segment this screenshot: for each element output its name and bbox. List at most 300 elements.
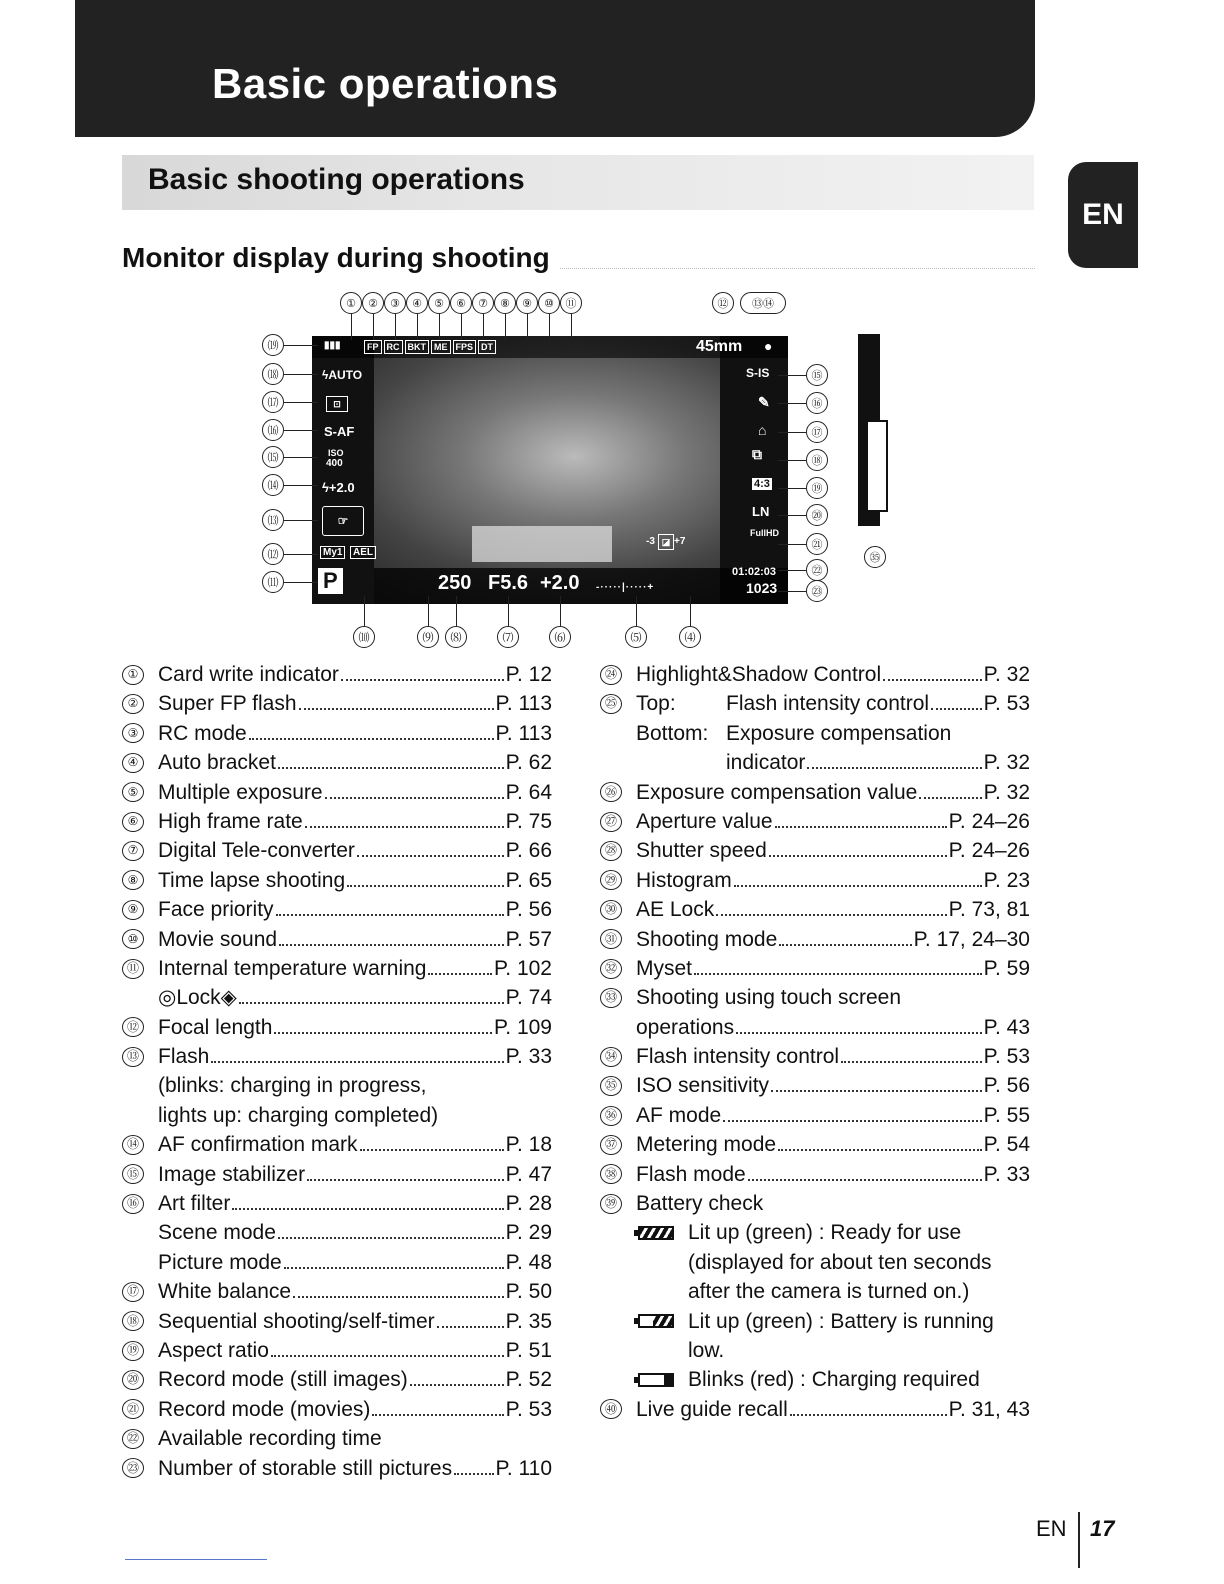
item-label: Sequential shooting/self-timer	[158, 1309, 435, 1333]
list-item	[600, 1071, 1030, 1100]
item-page-ref: P. 31, 43	[948, 1397, 1030, 1421]
item-page-ref: P. 62	[505, 751, 552, 775]
callout-right: ⑳	[806, 504, 828, 526]
item-page-ref: P. 28	[505, 1192, 552, 1216]
item-number: ⑯	[122, 1194, 144, 1214]
item-number: ㉛	[600, 929, 622, 949]
list-item	[600, 1248, 1030, 1277]
item-label: Aperture value	[636, 809, 773, 833]
callout-top: ⑥	[450, 292, 472, 314]
list-item	[122, 1071, 552, 1100]
ael-readout: AEL	[350, 546, 376, 559]
item-page-ref: P. 52	[505, 1368, 552, 1392]
item-label: Flash intensity control	[726, 692, 930, 716]
metering-icon: ⊡	[326, 396, 348, 412]
exposure-comp-readout: +2.0	[540, 572, 580, 594]
callout-left: ⒃	[262, 419, 284, 441]
item-page-ref: P. 64	[505, 780, 552, 804]
leader-line	[284, 457, 318, 458]
item-page-ref: P. 56	[983, 1074, 1030, 1098]
item-page-ref: P. 74	[505, 986, 552, 1010]
list-item	[122, 719, 552, 748]
callout-right: ⑮	[806, 364, 828, 386]
battery-empty-icon	[638, 1373, 674, 1387]
item-page-ref: P. 48	[505, 1250, 552, 1274]
callout-bottom: ⑸	[625, 626, 647, 648]
item-label: Flash	[158, 1045, 210, 1069]
item-number: ⑰	[122, 1282, 144, 1302]
footer-separator	[1078, 1512, 1080, 1568]
callout-top: ①	[340, 292, 362, 314]
list-item	[600, 689, 1030, 718]
leader-dots	[723, 1120, 981, 1122]
list-item	[600, 807, 1030, 836]
list-item	[600, 836, 1030, 865]
callout-right: ㉒	[806, 559, 828, 581]
shooting-mode-readout: P	[318, 568, 343, 594]
item-label: Multiple exposure	[158, 780, 323, 804]
subsection-title: Monitor display during shooting	[122, 242, 550, 273]
list-item	[600, 1160, 1030, 1189]
item-number: ㊱	[600, 1106, 622, 1126]
item-page-ref: P. 53	[983, 692, 1030, 716]
leader-dots	[769, 855, 947, 857]
leader-dots	[284, 1267, 504, 1269]
leader-line	[284, 374, 318, 375]
item-number: ⑨	[122, 900, 144, 920]
list-item	[122, 1130, 552, 1159]
item-label: Art filter	[158, 1192, 231, 1216]
leader-dots	[307, 1179, 504, 1181]
item-page-ref: P. 53	[505, 1397, 552, 1421]
list-item	[122, 836, 552, 865]
item-number: ㉟	[600, 1076, 622, 1096]
list-item	[122, 925, 552, 954]
item-number: ⑪	[122, 959, 144, 979]
leader-line	[508, 596, 509, 626]
leader-line	[505, 314, 506, 340]
section-title: Basic shooting operations	[148, 163, 525, 196]
item-label: Battery check	[636, 1192, 764, 1216]
callout-right: ㉓	[806, 580, 828, 602]
top-mode-icon: RC	[384, 340, 403, 354]
item-number: ㊲	[600, 1135, 622, 1155]
item-label: Histogram	[636, 868, 732, 892]
iso-label: ISO	[328, 448, 344, 458]
item-number: ⑦	[122, 841, 144, 861]
item-page-ref: P. 59	[983, 956, 1030, 980]
list-item	[122, 1336, 552, 1365]
leader-dots	[278, 1237, 504, 1239]
item-label: Exposure compensation value	[636, 780, 918, 804]
callout-top: ⑪	[560, 292, 582, 314]
item-label: AF confirmation mark	[158, 1133, 358, 1157]
item-number: ⑳	[122, 1370, 144, 1390]
item-number: ⑥	[122, 812, 144, 832]
item-number: ㉓	[122, 1458, 144, 1478]
callout-left: ⒁	[262, 474, 284, 496]
top-icon-row	[364, 340, 496, 354]
item-label: lights up: charging completed)	[158, 1103, 439, 1127]
monitor-display	[312, 336, 788, 604]
item-label: Lit up (green) : Ready for use	[688, 1221, 962, 1245]
top-mode-icon: ME	[431, 340, 451, 354]
item-number: ⑩	[122, 929, 144, 949]
leader-dots	[428, 973, 492, 975]
item-label: Flash intensity control	[636, 1045, 840, 1069]
item-label: AF mode	[636, 1103, 722, 1127]
leader-dots	[293, 1296, 504, 1298]
leader-dots	[779, 944, 911, 946]
list-item	[122, 660, 552, 689]
item-label: ◎Lock◈	[158, 986, 237, 1010]
callout-top: ⑦	[472, 292, 494, 314]
item-label: Internal temperature warning	[158, 956, 427, 980]
leader-line	[284, 554, 318, 555]
item-label: after the camera is turned on.)	[688, 1280, 970, 1304]
callout-left: ⒄	[262, 391, 284, 413]
item-page-ref: P. 33	[505, 1045, 552, 1069]
leader-line	[549, 314, 550, 340]
item-page-ref: P. 17, 24–30	[913, 927, 1030, 951]
item-sublabel: Bottom:	[636, 721, 709, 745]
item-page-ref: P. 113	[495, 721, 552, 745]
callout-live-guide: ㉟	[864, 546, 886, 568]
callout-bottom: ⑹	[549, 626, 571, 648]
item-label: Auto bracket	[158, 751, 276, 775]
item-label: Shooting mode	[636, 927, 778, 951]
callout-left: ⒂	[262, 446, 284, 468]
leader-line	[636, 596, 637, 626]
list-item	[600, 1218, 1030, 1247]
list-item	[122, 1277, 552, 1306]
list-item	[122, 1307, 552, 1336]
item-label: Record mode (still images)	[158, 1368, 408, 1392]
leader-line	[284, 430, 318, 431]
leader-line	[461, 314, 462, 340]
list-item	[122, 1013, 552, 1042]
leader-dots	[211, 1061, 503, 1063]
item-label: Picture mode	[158, 1250, 282, 1274]
leader-line	[778, 460, 806, 461]
leader-line	[778, 488, 806, 489]
item-label: Focal length	[158, 1015, 273, 1039]
item-label: low.	[688, 1338, 725, 1362]
leader-line	[527, 314, 528, 340]
callout-top: ⑤	[428, 292, 450, 314]
aspect-readout: 4:3	[754, 478, 770, 490]
leader-line	[778, 544, 806, 545]
leader-dots	[276, 914, 504, 916]
item-number: ㉚	[600, 900, 622, 920]
rec-time-readout: 01:02:03	[732, 566, 777, 578]
item-number: ①	[122, 665, 144, 685]
item-page-ref: P. 113	[495, 692, 552, 716]
item-label: Metering mode	[636, 1133, 777, 1157]
item-number: ㉞	[600, 1047, 622, 1067]
list-item	[122, 1101, 552, 1130]
chapter-title: Basic operations	[212, 60, 559, 107]
page-number: 17	[1090, 1516, 1115, 1541]
footer-rule	[125, 1559, 267, 1560]
callout-left: ⑾	[262, 571, 284, 593]
item-page-ref: P. 51	[505, 1338, 552, 1362]
item-label: Exposure compensation	[726, 721, 952, 745]
leader-dots	[279, 944, 504, 946]
leader-dots	[239, 1002, 504, 1004]
item-number: ⑮	[122, 1164, 144, 1184]
list-item	[122, 866, 552, 895]
item-number: ㊴	[600, 1194, 622, 1214]
hs-low: -3	[646, 536, 655, 547]
item-number: ㉝	[600, 988, 622, 1008]
item-label: indicator	[726, 751, 806, 775]
item-label: Card write indicator	[158, 663, 339, 686]
callout-top: ③	[384, 292, 406, 314]
shots-readout: 1023	[746, 580, 778, 596]
battery-icon: ▮▮▮	[324, 340, 341, 351]
leader-line	[690, 596, 691, 626]
live-guide-box	[866, 420, 888, 512]
leader-line	[483, 314, 484, 340]
iso-value: 400	[326, 458, 343, 469]
leader-line	[439, 314, 440, 340]
legend-list-left	[122, 660, 552, 1483]
list-item	[600, 1336, 1030, 1365]
list-item	[122, 954, 552, 983]
callout-bottom: ⑽	[353, 626, 375, 648]
top-mode-icon: DT	[478, 340, 496, 354]
list-item	[122, 807, 552, 836]
item-number: ⑱	[122, 1311, 144, 1331]
callout-right: ⑲	[806, 477, 828, 499]
leader-line	[284, 520, 318, 521]
item-number: ㉙	[600, 870, 622, 890]
list-item	[600, 1101, 1030, 1130]
item-label: Lit up (green) : Battery is running	[688, 1309, 994, 1333]
list-item	[600, 1395, 1030, 1424]
leader-dots	[931, 708, 982, 710]
item-page-ref: P. 109	[493, 1015, 552, 1039]
leader-line	[778, 570, 806, 571]
leader-dots	[790, 1414, 947, 1416]
leader-line	[778, 515, 806, 516]
list-item	[600, 748, 1030, 777]
item-number: ㉗	[600, 812, 622, 832]
list-item	[600, 895, 1030, 924]
leader-dots	[736, 1032, 982, 1034]
item-page-ref: P. 57	[505, 927, 552, 951]
leader-dots	[271, 1355, 504, 1357]
monitor-bottom-strip	[374, 568, 788, 604]
item-page-ref: P. 32	[983, 751, 1030, 775]
list-item	[122, 1042, 552, 1071]
item-page-ref: P. 29	[505, 1221, 552, 1245]
list-item	[122, 1454, 552, 1483]
histogram	[472, 526, 612, 562]
list-item	[600, 660, 1030, 689]
leader-dots	[716, 914, 946, 916]
list-item	[122, 1218, 552, 1247]
battery-low-icon	[638, 1314, 674, 1328]
item-label: High frame rate	[158, 809, 303, 833]
leader-dots	[278, 767, 504, 769]
item-page-ref: P. 12	[505, 663, 552, 686]
record-movie-readout: FullHD	[750, 528, 779, 538]
item-label: Shooting using touch screen	[636, 986, 902, 1010]
item-number: ⑧	[122, 870, 144, 890]
item-page-ref: P. 54	[983, 1133, 1030, 1157]
item-number: ②	[122, 694, 144, 714]
leader-line	[571, 314, 572, 340]
callout-focal-length: ⑫	[712, 292, 734, 314]
leader-line	[395, 314, 396, 340]
white-balance-icon: ⌂	[758, 422, 767, 438]
item-label: Aspect ratio	[158, 1338, 269, 1362]
leader-line	[560, 596, 561, 626]
callout-right: ⑯	[806, 392, 828, 414]
item-label: Super FP flash	[158, 692, 297, 716]
leader-dots	[249, 738, 494, 740]
leader-dots	[883, 679, 982, 681]
callout-right: ⑱	[806, 449, 828, 471]
battery-full-icon	[638, 1226, 674, 1240]
leader-dots	[778, 1149, 982, 1151]
item-page-ref: P. 32	[983, 663, 1030, 686]
item-label: Myset	[636, 956, 693, 980]
list-item	[600, 925, 1030, 954]
list-item	[122, 983, 552, 1012]
list-item	[600, 1013, 1030, 1042]
leader-dots	[454, 1473, 493, 1475]
leader-dots	[299, 708, 494, 710]
list-item	[600, 866, 1030, 895]
leader-dots	[360, 1149, 504, 1151]
callout-top: ⑨	[516, 292, 538, 314]
item-number: ㊵	[600, 1399, 622, 1419]
leader-line	[778, 432, 806, 433]
item-label: (displayed for about ten seconds	[688, 1250, 992, 1274]
item-number: ㉘	[600, 841, 622, 861]
top-mode-icon: FPS	[453, 340, 477, 354]
af-mode-readout: S-AF	[324, 424, 355, 439]
item-label: operations	[636, 1015, 735, 1039]
callout-top: ⑩	[538, 292, 560, 314]
item-label: Scene mode	[158, 1221, 276, 1245]
callout-left: ⒅	[262, 363, 284, 385]
item-page-ref: P. 47	[505, 1162, 552, 1186]
list-item	[600, 719, 1030, 748]
leader-line	[778, 375, 806, 376]
flash-indicator-icon: ●	[764, 338, 773, 354]
leader-dots	[325, 797, 504, 799]
item-number: ㉕	[600, 694, 622, 714]
item-number: ⑬	[122, 1047, 144, 1067]
item-page-ref: P. 75	[505, 809, 552, 833]
list-item	[122, 1424, 552, 1453]
item-sublabel: Top:	[636, 692, 676, 716]
myset-readout: My1	[320, 546, 345, 559]
leader-dots	[841, 1061, 982, 1063]
item-label: Highlight&Shadow Control	[636, 663, 882, 686]
leader-dots	[734, 885, 982, 887]
focal-length-readout: 45mm	[696, 338, 743, 355]
item-label: ISO sensitivity	[636, 1074, 770, 1098]
leader-line	[351, 314, 352, 340]
leader-line	[778, 591, 806, 592]
hs-control-icon: ◪	[658, 534, 674, 550]
footer-language: EN	[1036, 1516, 1067, 1541]
item-page-ref: P. 53	[983, 1045, 1030, 1069]
item-label: Live guide recall	[636, 1397, 788, 1421]
item-number: ⑭	[122, 1135, 144, 1155]
leader-dots	[694, 973, 982, 975]
list-item	[600, 1307, 1030, 1336]
callout-bottom: ⑻	[445, 626, 467, 648]
leader-line	[456, 596, 457, 626]
leader-line	[373, 314, 374, 340]
item-page-ref: P. 35	[505, 1309, 552, 1333]
touch-shutter-icon: ☞	[322, 506, 364, 536]
item-label: Image stabilizer	[158, 1162, 306, 1186]
list-item	[122, 1365, 552, 1394]
item-label: Movie sound	[158, 927, 278, 951]
flash-mode-readout: ϟAUTO	[322, 368, 363, 382]
callout-flash-af: ⑬⑭	[740, 292, 786, 314]
list-item	[122, 689, 552, 718]
list-item	[600, 1365, 1030, 1394]
list-item	[600, 1277, 1030, 1306]
item-number: ㊳	[600, 1164, 622, 1184]
item-page-ref: P. 23	[983, 868, 1030, 892]
leader-dots	[807, 767, 981, 769]
callout-right: ⑰	[806, 421, 828, 443]
item-label: Blinks (red) : Charging required	[688, 1368, 980, 1392]
leader-dots	[232, 1208, 503, 1210]
art-filter-icon: ✎	[758, 394, 770, 410]
exposure-scale: -·····|·····+	[596, 582, 655, 593]
item-page-ref: P. 56	[505, 898, 552, 922]
leader-line	[284, 402, 318, 403]
item-page-ref: P. 24–26	[948, 809, 1030, 833]
leader-dots	[372, 1414, 503, 1416]
aperture-readout: F5.6	[488, 572, 529, 594]
item-label: Shutter speed	[636, 839, 767, 863]
leader-dots	[437, 1326, 504, 1328]
list-item	[122, 1189, 552, 1218]
item-label: Record mode (movies)	[158, 1397, 371, 1421]
flash-intensity-readout: ϟ+2.0	[322, 480, 355, 495]
leader-dots	[771, 1090, 982, 1092]
leader-line	[417, 314, 418, 340]
item-number: ㉑	[122, 1399, 144, 1419]
callout-top: ⑧	[494, 292, 516, 314]
item-page-ref: P. 18	[505, 1133, 552, 1157]
subsection-rule	[560, 268, 1035, 269]
item-label: Number of storable still pictures	[158, 1456, 453, 1480]
callout-left: ⒆	[262, 334, 284, 356]
list-item	[122, 778, 552, 807]
item-label: AE Lock	[636, 898, 715, 922]
item-label: (blinks: charging in progress,	[158, 1074, 427, 1098]
list-item	[600, 983, 1030, 1012]
list-item	[600, 954, 1030, 983]
callout-bottom: ⑺	[497, 626, 519, 648]
item-page-ref: P. 50	[505, 1280, 552, 1304]
item-number: ㉖	[600, 782, 622, 802]
item-page-ref: P. 110	[495, 1456, 552, 1480]
callout-left: ⑿	[262, 543, 284, 565]
